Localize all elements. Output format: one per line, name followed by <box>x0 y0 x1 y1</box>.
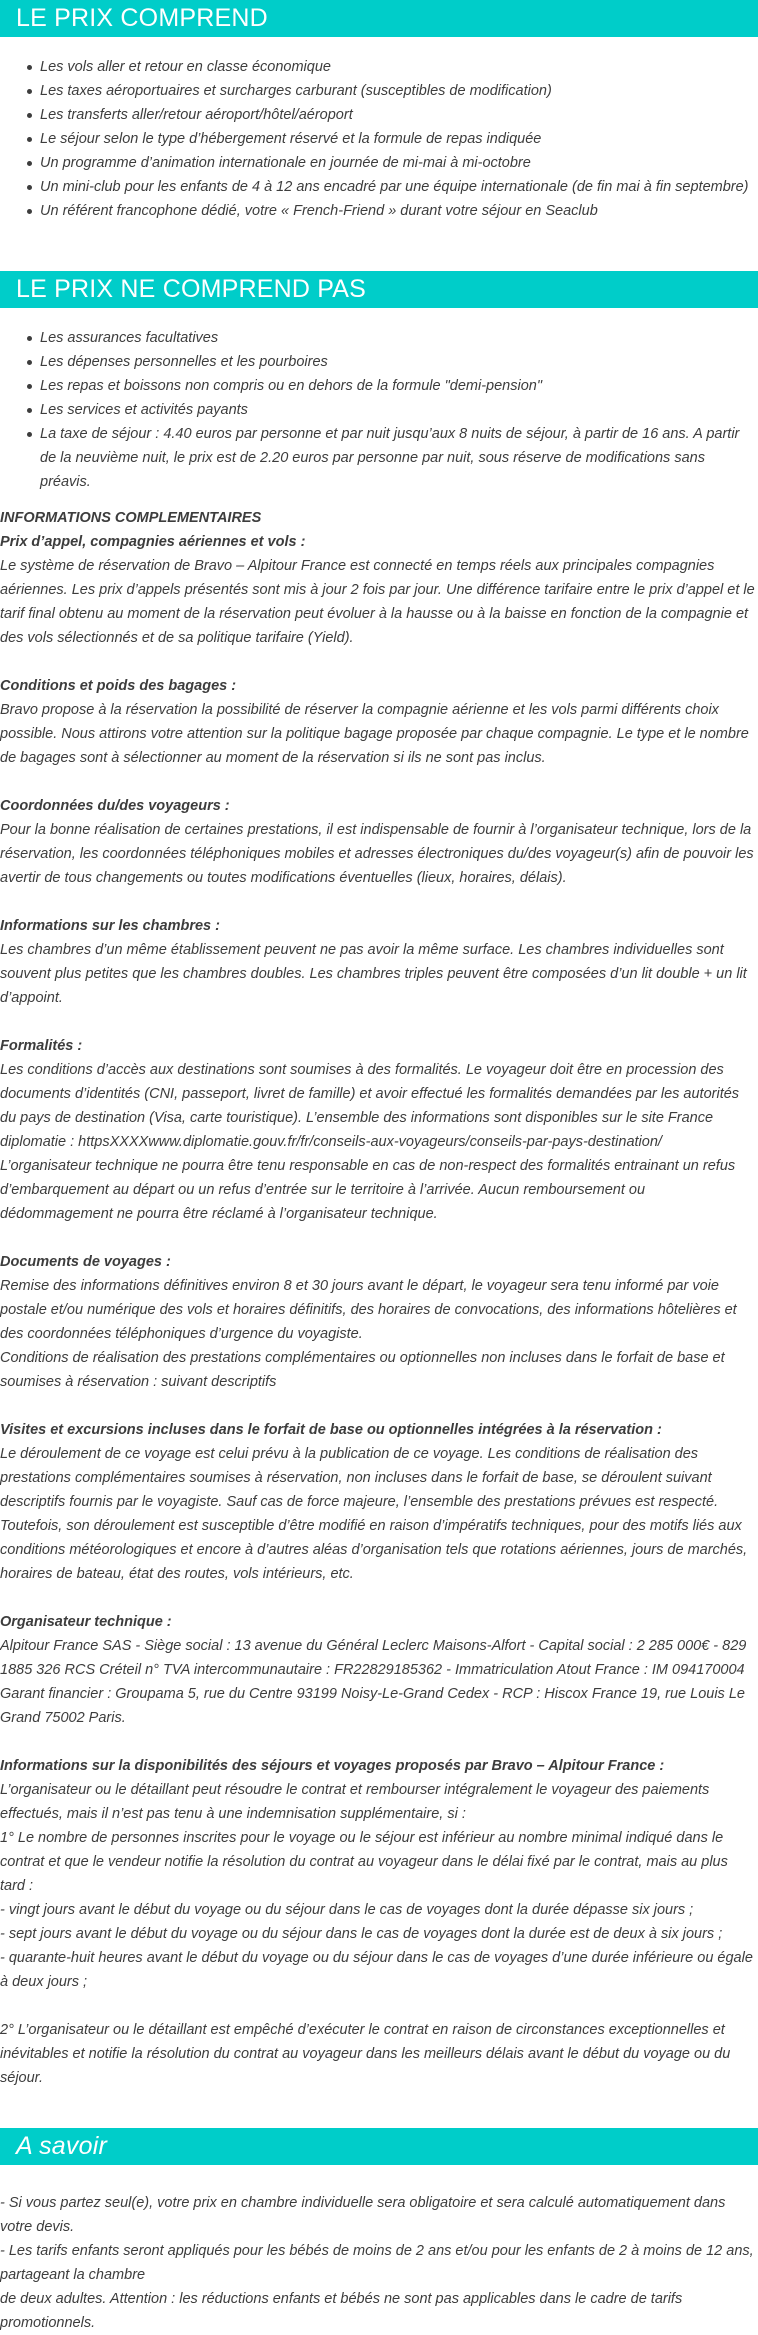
section-paragraph: 2° L’organisateur ou le détaillant est empêché d’exécuter le contrat en raison de circonstances exceptionnelles et inévitables et notifie la résolution du contrat au voyageur dans les meilleurs délais avant le début du voyage ou du séjour. <box>0 2022 731 2086</box>
list-item: Les assurances facultatives <box>40 326 758 350</box>
section-gap <box>0 1226 756 1250</box>
a-savoir-body <box>0 2165 758 2335</box>
section-heading: Informations sur la disponibilités des séjours et voyages proposés par Bravo – Alpitour France : <box>0 1758 665 1774</box>
section-gap <box>0 1586 756 1610</box>
section-paragraph: L’organisateur technique ne pourra être tenu responsable en cas de non-respect des formalités entrainant un refus d’embarquement au départ ou un refus d’entrée sur le territoire à l’arrivée. Aucun remboursement ou dédommagement ne pourra être réclamé à l’organisateur technique. <box>0 1158 736 1222</box>
section-paragraph: 1° Le nombre de personnes inscrites pour le voyage ou le séjour est inférieur au nombre minimal indiqué dans le contrat et que le vendeur notifie la résolution du contrat au voyageur dans le délai fixé par le contrat, mais au plus tard : <box>0 1830 728 1894</box>
section-paragraph: Bravo propose à la réservation la possibilité de réserver la compagnie aérienne et les vols parmi différents choix possible. Nous attirons votre attention sur la politique bagage proposée par chaque compagnie. Le type et le nombre de bagages sont à sélectionner au moment de la réservation si ils ne sont pas inclus. <box>0 702 749 766</box>
section-gap <box>0 650 756 674</box>
section-paragraph: Conditions de réalisation des prestations complémentaires ou optionnelles non incluses dans le forfait de base et soumises à réservation : suivant descriptifs <box>0 1350 725 1390</box>
a-savoir-title: A savoir <box>0 2128 758 2165</box>
list-item: La taxe de séjour : 4.40 euros par personne et par nuit jusqu’aux 8 nuits de séjour, à partir de 16 ans. A partir de la neuvième nuit, le prix est de 2.20 euros par personne par nuit, sous réserve de modifications sans préavis. <box>40 422 758 494</box>
list-item: Les dépenses personnelles et les pourboires <box>40 350 758 374</box>
section-gap <box>0 1730 756 1754</box>
a-savoir-section <box>0 2128 758 2335</box>
prix-comprend-section <box>0 0 758 223</box>
prix-comprend-list <box>0 37 758 223</box>
section-heading: Formalités : <box>0 1038 83 1054</box>
savoir-line: - Si vous partez seul(e), votre prix en chambre individuelle sera obligatoire et sera calculé automatiquement dans votre devis. <box>0 2195 726 2235</box>
section-paragraph: - vingt jours avant le début du voyage ou du séjour dans le cas de voyages dont la durée dépasse six jours ; <box>0 1902 694 1918</box>
section-heading: Coordonnées du/des voyageurs : <box>0 798 230 814</box>
list-item: Les vols aller et retour en classe économique <box>40 55 758 79</box>
section-heading: Visites et excursions incluses dans le forfait de base ou optionnelles intégrées à la réservation : <box>0 1422 662 1438</box>
section-heading: Conditions et poids des bagages : <box>0 678 237 694</box>
list-item: Les transferts aller/retour aéroport/hôtel/aéroport <box>40 103 758 127</box>
section-paragraph: L’organisateur ou le détaillant peut résoudre le contrat et rembourser intégralement le voyageur des paiements effectués, mais il n’est pas tenu à une indemnisation supplémentaire, si : <box>0 1782 710 1822</box>
section-heading: Prix d’appel, compagnies aériennes et vols : <box>0 534 306 550</box>
savoir-line: - Les tarifs enfants seront appliqués pour les bébés de moins de 2 ans et/ou pour les enfants de 2 à moins de 12 ans, partageant la chambre <box>0 2243 754 2283</box>
prix-ne-comprend-pas-list <box>0 308 758 494</box>
section-paragraph: - quarante-huit heures avant le début du voyage ou du séjour dans le cas de voyages d’une durée inférieure ou égale à deux jours ; <box>0 1950 753 1990</box>
informations-complementaires-title: INFORMATIONS COMPLEMENTAIRES <box>0 510 262 526</box>
list-item: Un référent francophone dédié, votre « French-Friend » durant votre séjour en Seaclub <box>40 199 758 223</box>
paragraph-gap <box>0 1994 756 2018</box>
informations-body <box>0 530 756 2090</box>
section-gap <box>0 890 756 914</box>
section-paragraph: Les conditions d’accès aux destinations sont soumises à des formalités. Le voyageur doit être en procession des documents d’identités (CNI, passeport, livret de famille) et avoir effectué les formalités demandées par les autorités du pays de destination (Visa, carte touristique). L’ensemble des informations sont disponibles sur le site France diplomatie : httpsXXXXwww.diplomatie.gouv.fr/fr/conseils-aux-voyageurs/conseils-par-pays-destination/ <box>0 1062 740 1150</box>
section-paragraph: Remise des informations définitives environ 8 et 30 jours avant le départ, le voyageur sera tenu informé par voie postale et/ou numérique des vols et horaires définitifs, des horaires de convocations, des informations hôtelières et des coordonnées téléphoniques d’urgence du voyagiste. <box>0 1278 737 1342</box>
savoir-line: de deux adultes. Attention : les réductions enfants et bébés ne sont pas applicables dans le cadre de tarifs promotionnels. <box>0 2291 683 2331</box>
section-paragraph: Pour la bonne réalisation de certaines prestations, il est indispensable de fournir à l’organisateur technique, lors de la réservation, les coordonnées téléphoniques mobiles et adresses électroniques du/des voyageur(s) afin de pouvoir les avertir de tous changements ou toutes modifications éventuelles (lieux, horaires, délais). <box>0 822 754 886</box>
list-item: Les repas et boissons non compris ou en dehors de la formule "demi-pension" <box>40 374 758 398</box>
section-paragraph: Les chambres d’un même établissement peuvent ne pas avoir la même surface. Les chambres individuelles sont souvent plus petites que les chambres doubles. Les chambres triples peuvent être composées d’un lit double + un lit d’appoint. <box>0 942 747 1006</box>
list-item: Les taxes aéroportuaires et surcharges carburant (susceptibles de modification) <box>40 79 758 103</box>
spacer <box>0 2090 758 2128</box>
list-item: Un programme d’animation internationale en journée de mi-mai à mi-octobre <box>40 151 758 175</box>
list-item: Les services et activités payants <box>40 398 758 422</box>
section-gap <box>0 770 756 794</box>
list-item: Le séjour selon le type d’hébergement réservé et la formule de repas indiquée <box>40 127 758 151</box>
section-gap <box>0 1010 756 1034</box>
spacer <box>0 223 758 271</box>
section-paragraph: - sept jours avant le début du voyage ou du séjour dans le cas de voyages dont la durée est de deux à six jours ; <box>0 1926 723 1942</box>
section-paragraph: Alpitour France SAS - Siège social : 13 avenue du Général Leclerc Maisons-Alfort - Capital social : 2 285 000€ - 829 1885 326 RCS Créteil n° TVA intercommunautaire : FR22829185362 - Immatriculation Atout France : IM 094170004 Garant financier : Groupama 5, rue du Centre 93199 Noisy-Le-Grand Cedex - RCP : Hiscox France 19, rue Louis Le Grand 75002 Paris. <box>0 1638 747 1726</box>
section-heading: Documents de voyages : <box>0 1254 171 1270</box>
section-gap <box>0 1394 756 1418</box>
section-paragraph: Le déroulement de ce voyage est celui prévu à la publication de ce voyage. Les conditions de réalisation des prestations complémentaires soumises à réservation, non incluses dans le forfait de base, se déroulent suivant descriptifs fournis par le voyagiste. Sauf cas de force majeure, l’ensemble des prestations prévues est respecté. Toutefois, son déroulement est susceptible d’être modifié en raison d’impératifs techniques, pour des motifs liés aux conditions météorologiques et encore à d’autres aléas d’organisation tels que rotations aériennes, jours de marchés, horaires de bateau, état des routes, vols intérieurs, etc. <box>0 1446 748 1582</box>
section-paragraph: Le système de réservation de Bravo – Alpitour France est connecté en temps réels aux principales compagnies aériennes. Les prix d’appels présentés sont mis à jour 2 fois par jour. Une différence tarifaire entre le prix d’appel et le tarif final obtenu au moment de la réservation peut évoluer à la hausse ou à la baisse en fonction de la compagnie et des vols sélectionnés et de sa politique tarifaire (Yield). <box>0 558 755 646</box>
informations-complementaires <box>0 494 758 2090</box>
section-heading: Informations sur les chambres : <box>0 918 220 934</box>
section-heading: Organisateur technique : <box>0 1614 172 1630</box>
list-item: Un mini-club pour les enfants de 4 à 12 ans encadré par une équipe internationale (de fin mai à fin septembre) <box>40 175 758 199</box>
prix-comprend-title: LE PRIX COMPREND <box>0 0 758 37</box>
prix-ne-comprend-pas-section <box>0 271 758 494</box>
prix-ne-comprend-pas-title: LE PRIX NE COMPREND PAS <box>0 271 758 308</box>
